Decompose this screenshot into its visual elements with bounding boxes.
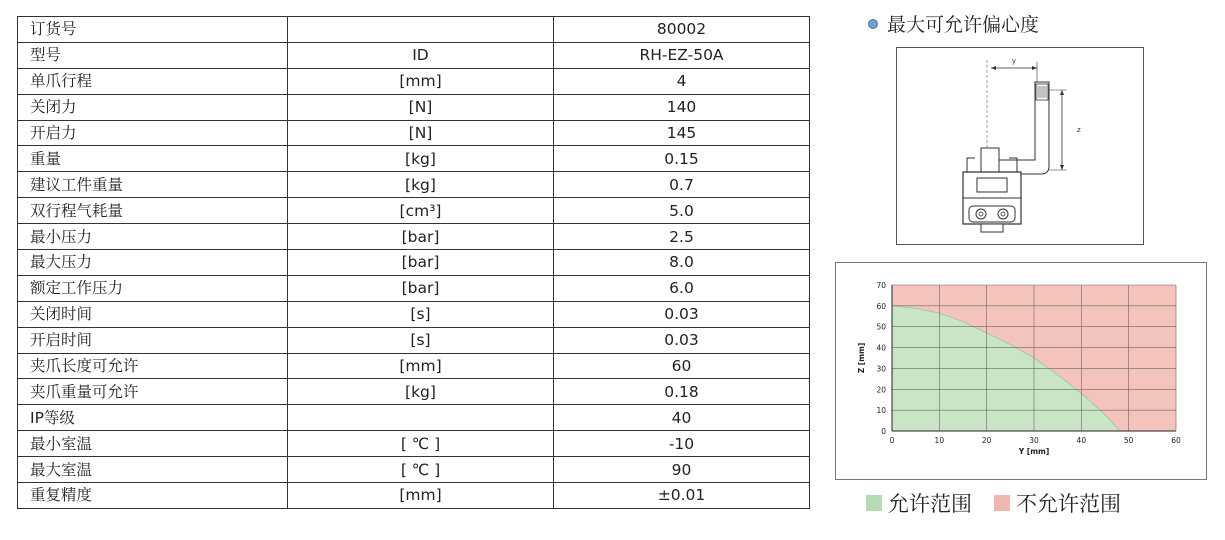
spec-value: 145 [554, 120, 810, 146]
y-tick-label: 30 [876, 364, 886, 374]
spec-unit: [bar] [288, 250, 554, 276]
spec-value: 80002 [554, 17, 810, 43]
mount-hole-left-icon [976, 209, 986, 219]
y-tick-label: 60 [876, 301, 886, 311]
x-tick-label: 60 [1171, 436, 1181, 445]
spec-table [17, 16, 810, 509]
table-row [18, 250, 810, 276]
spec-label: 开启时间 [18, 327, 288, 353]
spec-label: 最小压力 [18, 224, 288, 250]
spec-label: 关闭时间 [18, 301, 288, 327]
x-tick-label: 50 [1123, 436, 1134, 445]
spec-value: 2.5 [554, 224, 810, 250]
eccentric-diagram [896, 47, 1144, 245]
spec-label: 型号 [18, 42, 288, 68]
spec-label: 双行程气耗量 [18, 198, 288, 224]
y-tick-label: 70 [876, 281, 886, 290]
chart-legend [866, 488, 1121, 518]
table-row [18, 405, 810, 431]
spec-unit: [kg] [288, 379, 554, 405]
table-row [18, 198, 810, 224]
spec-value: -10 [554, 431, 810, 457]
spec-unit: [kg] [288, 146, 554, 172]
table-row [18, 17, 810, 43]
spec-unit: [bar] [288, 224, 554, 250]
allowed-swatch [866, 495, 882, 511]
chart-svg [836, 263, 1206, 479]
table-row [18, 68, 810, 94]
spec-label: 夹爪重量可允许 [18, 379, 288, 405]
z-arrow-top [1060, 90, 1064, 95]
spec-value: 40 [554, 405, 810, 431]
spec-unit [288, 17, 554, 43]
spec-value: 4 [554, 68, 810, 94]
y-label: y [1011, 57, 1017, 65]
not-allowed-legend-label: 不允许范围 [1016, 492, 1121, 516]
spec-unit: [N] [288, 94, 554, 120]
spec-table-body [18, 17, 810, 509]
y-tick-label: 10 [876, 406, 886, 416]
table-row [18, 457, 810, 483]
x-axis-label: Y [mm] [1018, 447, 1050, 456]
spec-value: 6.0 [554, 275, 810, 301]
slide-block [977, 178, 1007, 192]
spec-label: 最大压力 [18, 250, 288, 276]
spec-label: 重量 [18, 146, 288, 172]
spec-label: 重复精度 [18, 483, 288, 509]
y-axis-label: Z [mm] [857, 342, 866, 374]
allowed-legend-label: 允许范围 [888, 492, 972, 516]
spec-unit: [mm] [288, 68, 554, 94]
spec-unit: [N] [288, 120, 554, 146]
spec-label: 建议工件重量 [18, 172, 288, 198]
spec-value: 60 [554, 353, 810, 379]
spec-unit: [bar] [288, 275, 554, 301]
spec-value: 140 [554, 94, 810, 120]
spec-unit: [s] [288, 327, 554, 353]
table-row [18, 224, 810, 250]
spec-unit: [ ℃ ] [288, 431, 554, 457]
spec-value: ±0.01 [554, 483, 810, 509]
spec-label: 最小室温 [18, 431, 288, 457]
table-row [18, 172, 810, 198]
spec-unit: ID [288, 42, 554, 68]
spec-unit: [kg] [288, 172, 554, 198]
spec-label: 关闭力 [18, 94, 288, 120]
spec-value: 0.15 [554, 146, 810, 172]
body-left-edge [967, 158, 975, 172]
spec-unit: [cm³] [288, 198, 554, 224]
spec-label: 开启力 [18, 120, 288, 146]
spec-label: 夹爪长度可允许 [18, 353, 288, 379]
spec-value: 0.03 [554, 301, 810, 327]
spec-label: IP等级 [18, 405, 288, 431]
x-tick-label: 20 [981, 436, 992, 445]
spec-label: 单爪行程 [18, 68, 288, 94]
x-tick-label: 30 [1029, 436, 1039, 445]
spec-value: 0.18 [554, 379, 810, 405]
table-row [18, 483, 810, 509]
table-row [18, 120, 810, 146]
y-arrow-left [991, 66, 996, 70]
spec-value: 5.0 [554, 198, 810, 224]
y-tick-label: 50 [876, 322, 886, 332]
z-arrow-bottom [1060, 165, 1064, 170]
table-row [18, 431, 810, 457]
body-base [981, 224, 1003, 232]
table-row [18, 353, 810, 379]
spec-value: 8.0 [554, 250, 810, 276]
table-row [18, 275, 810, 301]
gripper-drawing [897, 48, 1143, 244]
x-tick-label: 10 [934, 436, 945, 445]
mount-hole-right-icon [998, 209, 1008, 219]
section-title [868, 10, 1039, 37]
spec-unit: [s] [288, 301, 554, 327]
x-tick-label: 40 [1076, 436, 1087, 445]
table-row [18, 146, 810, 172]
spec-label: 订货号 [18, 17, 288, 43]
y-tick-label: 20 [876, 385, 886, 395]
table-row [18, 301, 810, 327]
table-row [18, 94, 810, 120]
table-row [18, 327, 810, 353]
spec-value: RH-EZ-50A [554, 42, 810, 68]
spec-value: 90 [554, 457, 810, 483]
spec-label: 额定工作压力 [18, 275, 288, 301]
table-row [18, 42, 810, 68]
z-label: z [1077, 126, 1081, 134]
spec-unit: [mm] [288, 483, 554, 509]
table-row [18, 379, 810, 405]
spec-unit: [mm] [288, 353, 554, 379]
y-tick-label: 0 [881, 427, 886, 436]
spec-label: 最大室温 [18, 457, 288, 483]
blue-dot-icon [868, 19, 878, 29]
y-arrow-right [1032, 66, 1037, 70]
spec-unit [288, 405, 554, 431]
spec-value: 0.7 [554, 172, 810, 198]
not-allowed-swatch [994, 495, 1010, 511]
eccentricity-chart [835, 262, 1207, 480]
x-tick-label: 0 [889, 436, 895, 445]
spec-value: 0.03 [554, 327, 810, 353]
y-tick-label: 40 [876, 343, 886, 353]
spec-unit: [ ℃ ] [288, 457, 554, 483]
section-title-text: 最大可允许偏心度 [887, 14, 1040, 36]
